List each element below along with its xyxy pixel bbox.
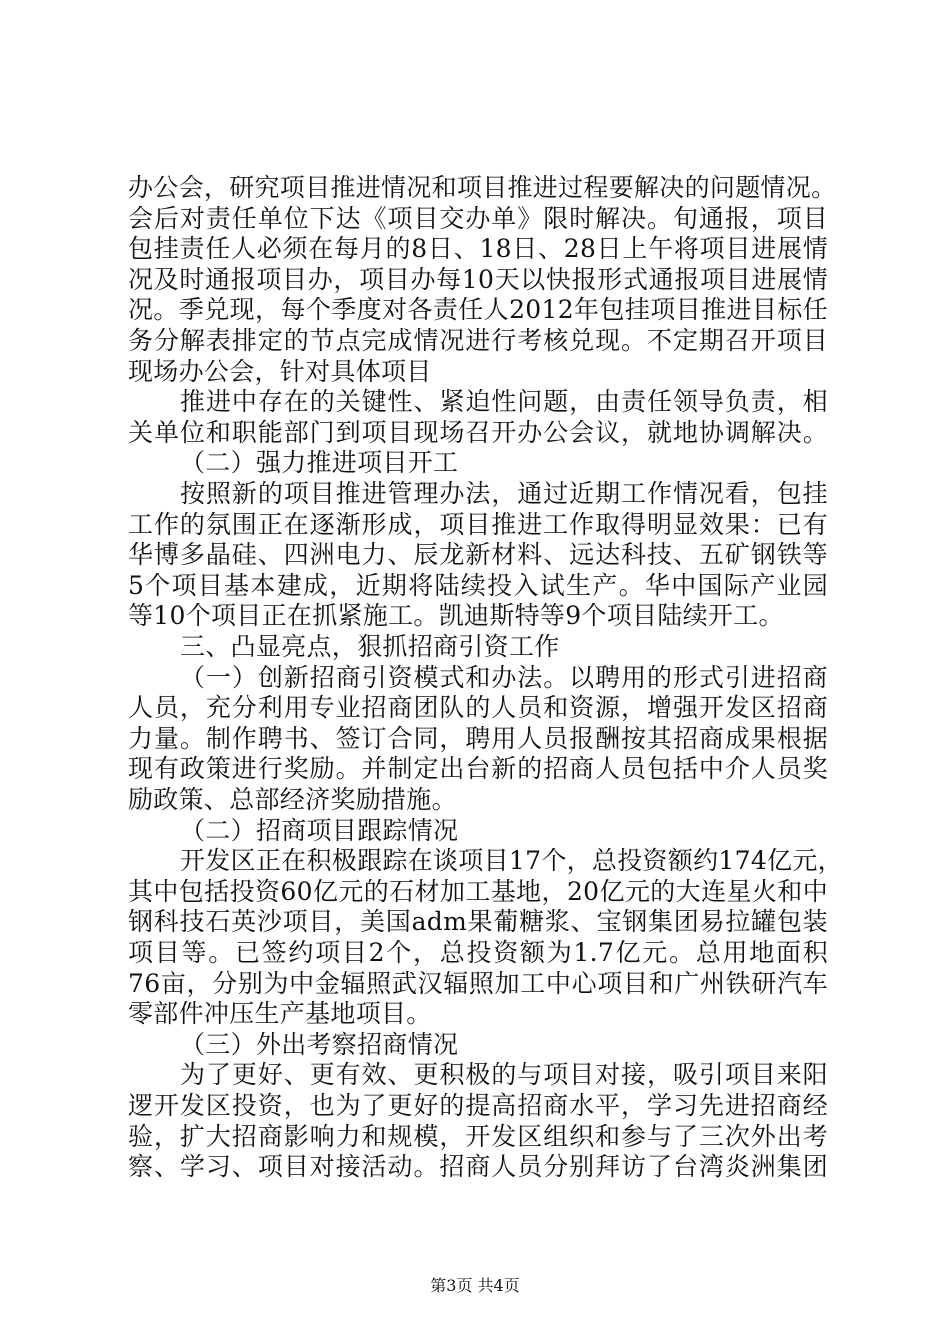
text-line: 等10个项目正在抓紧施工。凯迪斯特等9个项目陆续开工。 [128,601,784,631]
text-line: 会后对责任单位下达《项目交办单》限时解决。旬通报，项目 [128,203,828,233]
text-line: 验，扩大招商影响力和规模，开发区组织和参与了三次外出考 [128,1121,828,1151]
text-line: 力量。制作聘书、签订合同，聘用人员报酬按其招商成果根据 [128,723,828,753]
text-line: 人员，充分利用专业招商团队的人员和资源，增强开发区招商 [128,693,828,723]
text-line: 按照新的项目推进管理办法，通过近期工作情况看，包挂 [180,479,828,508]
text-line: 励政策、总部经济奖励措施。 [128,785,457,814]
text-line: 况。季兑现，每个季度对各责任人2012年包挂项目推进目标任 [128,295,828,325]
text-line: 76亩，分别为中金辐照武汉辐照加工中心项目和广州铁研汽车 [128,968,828,998]
text-line: 钢科技石英沙项目，美国adm果葡糖浆、宝钢集团易拉罐包装 [128,907,828,937]
text-line: 包挂责任人必须在每月的8日、18日、28日上午将项目进展情 [128,234,828,264]
text-line: 逻开发区投资，也为了更好的提高招商水平，学习先进招商经 [128,1091,828,1120]
section-heading: （二）强力推进项目开工 [180,448,459,478]
section-heading: 三、凸显亮点，狠抓招商引资工作 [180,632,560,661]
text-line: 工作的氛围正在逐渐形成，项目推进工作取得明显效果：已有 [128,509,828,539]
text-line: 况及时通报项目办，项目办每10天以快报形式通报项目进展情 [128,264,828,294]
text-line: 察、学习、项目对接活动。招商人员分别拜访了台湾炎洲集团 [128,1152,828,1182]
text-line: 办公会，研究项目推进情况和项目推进过程要解决的问题情况。 [128,173,837,202]
text-line: （一）创新招商引资模式和办法。以聘用的形式引进招商 [180,662,828,692]
text-line: 其中包括投资60亿元的石材加工基地，20亿元的大连星火和中 [128,876,828,906]
text-line: 华博多晶硅、四洲电力、辰龙新材料、远达科技、五矿钢铁等 [128,540,828,570]
text-line: 开发区正在积极跟踪在谈项目17个，总投资额约174亿元， [180,846,843,876]
section-heading: （二）招商项目跟踪情况 [180,815,459,845]
text-line: 现有政策进行奖励。并制定出台新的招商人员包括中介人员奖 [128,754,828,784]
page-footer: 第3页 共4页 [430,1276,520,1295]
text-line: 5个项目基本建成，近期将陆续投入试生产。华中国际产业园 [128,570,828,600]
text-line: 现场办公会，针对具体项目 [128,356,432,386]
text-line: 零部件冲压生产基地项目。 [128,999,432,1029]
text-line: 为了更好、更有效、更积极的与项目对接，吸引项目来阳 [180,1060,828,1090]
section-heading: （三）外出考察招商情况 [180,1029,459,1059]
text-line: 项目等。已签约项目2个，总投资额为1.7亿元。总用地面积 [128,938,828,967]
text-line: 务分解表排定的节点完成情况进行考核兑现。不定期召开项目 [128,326,828,355]
text-line: 推进中存在的关键性、紧迫性问题，由责任领导负责，相 [180,387,828,417]
text-line: 关单位和职能部门到项目现场召开办公会议，就地协调解决。 [128,417,828,447]
